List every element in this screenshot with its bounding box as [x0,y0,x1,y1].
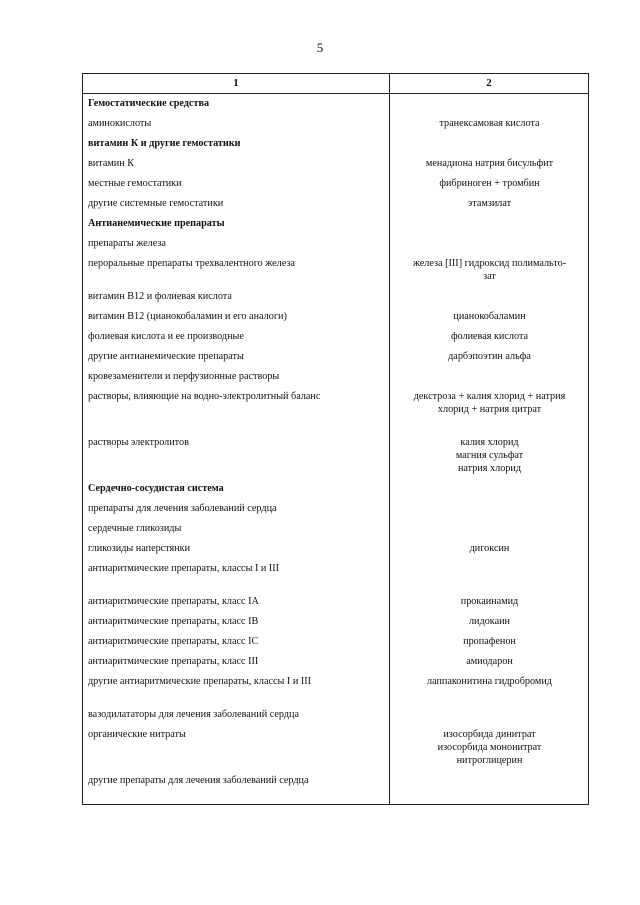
drug-name: лидокаин [468,616,511,627]
drug-name: прокаинамид [460,596,519,607]
table-row [83,632,589,652]
drug-names-cell [390,347,589,367]
drug-names-cell [390,234,589,254]
section-heading: Антианемические препараты [83,214,390,234]
drug-names-cell [390,433,589,479]
table-row [83,559,589,592]
drug-group-name: органические нитраты [83,725,390,771]
section-heading: Гемостатические средства [83,94,390,115]
table-row [83,771,589,805]
table-row [83,387,589,433]
table-row [83,94,589,115]
drug-names-cell [390,287,589,307]
table-row [83,433,589,479]
table-row [83,499,589,519]
table-row [83,672,589,705]
drug-group-name: антиаритмические препараты, класс IA [83,592,390,612]
table-header-row [83,74,589,94]
drug-group-name: вазодилататоры для лечения заболеваний сердца [83,705,390,725]
table-row [83,519,589,539]
table-row [83,194,589,214]
drug-group-name: антиаритмические препараты, классы I и III [83,559,390,592]
drug-names-cell [390,327,589,347]
table-row [83,254,589,287]
drug-group-name: растворы, влияющие на водно-электролитный баланс [83,387,390,433]
drug-group-name: другие антиаритмические препараты, классы I и III [83,672,390,705]
drug-names-cell [390,499,589,519]
drug-names-cell [390,479,589,499]
drug-group-name: другие системные гемостатики [83,194,390,214]
drug-names-cell [390,174,589,194]
drug-name: транексамовая кислота [439,118,540,129]
drug-table-body [83,74,589,805]
drug-names-cell [390,705,589,725]
drug-name: натрия хлорид [457,463,522,474]
drug-group-name: другие антианемические препараты [83,347,390,367]
table-row [83,652,589,672]
drug-group-name: препараты железа [83,234,390,254]
table-row [83,705,589,725]
drug-name: дарбэпоэтин альфа [448,351,531,362]
drug-name: нитроглицерин [456,755,523,766]
table-row [83,725,589,771]
drug-group-name: витамин К [83,154,390,174]
drug-names-cell [390,612,589,632]
drug-names-cell [390,134,589,154]
table-row [83,287,589,307]
table-row [83,612,589,632]
drug-name: калия хлорид [460,437,519,448]
table-row [83,174,589,194]
section-heading: витамин К и другие гемостатики [83,134,390,154]
drug-name: этамзилат [467,198,512,209]
table-row [83,347,589,367]
drug-names-cell [390,559,589,592]
table-row [83,114,589,134]
drug-group-name: кровезаменители и перфузионные растворы [83,367,390,387]
drug-names-cell [390,154,589,174]
drug-names-cell [390,539,589,559]
table-row [83,327,589,347]
drug-names-cell [390,771,589,805]
drug-group-name: растворы электролитов [83,433,390,479]
drug-names-cell [390,725,589,771]
drug-name: изосорбида мононитрат [437,742,542,753]
table-row [83,592,589,612]
drug-names-cell [390,367,589,387]
drug-name: магния сульфат [455,450,524,461]
drug-name: лаппаконитина гидробромид [426,676,552,687]
drug-group-name: витамин В12 (цианокобаламин и его аналоги) [83,307,390,327]
column-header-1: 1 [83,74,390,94]
table-row [83,367,589,387]
drug-name: пропафенон [463,636,516,647]
drug-name: амиодарон [466,656,513,667]
drug-group-name: витамин В12 и фолиевая кислота [83,287,390,307]
drug-names-cell [390,114,589,134]
drug-group-name: аминокислоты [83,114,390,134]
drug-name: железа [III] гидроксид полимальто- [412,258,567,269]
drug-group-name: антиаритмические препараты, класс IB [83,612,390,632]
drug-names-cell [390,632,589,652]
drug-group-name: антиаритмические препараты, класс IC [83,632,390,652]
drug-names-cell [390,672,589,705]
drug-group-name: антиаритмические препараты, класс III [83,652,390,672]
drug-names-cell [390,592,589,612]
drug-group-name: пероральные препараты трехвалентного железа [83,254,390,287]
drug-group-name: сердечные гликозиды [83,519,390,539]
drug-names-cell [390,214,589,234]
drug-names-cell [390,94,589,115]
page-number: 5 [316,40,324,55]
drug-names-cell [390,254,589,287]
table-row [83,134,589,154]
drug-name: декстроза + калия хлорид + натрия [413,391,566,402]
table-row [83,154,589,174]
drug-name: фибриноген + тромбин [439,178,540,189]
column-header-2: 2 [390,74,589,94]
drug-name: дигоксин [469,543,510,554]
drug-names-cell [390,387,589,433]
drug-names-cell [390,194,589,214]
drug-name: изосорбида динитрат [443,729,536,740]
section-heading: Сердечно-сосудистая система [83,479,390,499]
table-row [83,307,589,327]
drug-name: фолиевая кислота [450,331,529,342]
drug-group-name: гликозиды наперстянки [83,539,390,559]
drug-names-cell [390,652,589,672]
drug-name: хлорид + натрия цитрат [437,404,542,415]
table-row [83,539,589,559]
drug-group-name: местные гемостатики [83,174,390,194]
drug-table [82,73,589,805]
drug-group-name: препараты для лечения заболеваний сердца [83,499,390,519]
drug-names-cell [390,519,589,539]
drug-group-name: другие препараты для лечения заболеваний сердца [83,771,390,805]
table-row [83,214,589,234]
table-row [83,479,589,499]
drug-name: менадиона натрия бисульфит [425,158,554,169]
drug-group-name: фолиевая кислота и ее производные [83,327,390,347]
drug-names-cell [390,307,589,327]
drug-name: зат [483,271,496,282]
table-row [83,234,589,254]
drug-name: цианокобаламин [453,311,526,322]
